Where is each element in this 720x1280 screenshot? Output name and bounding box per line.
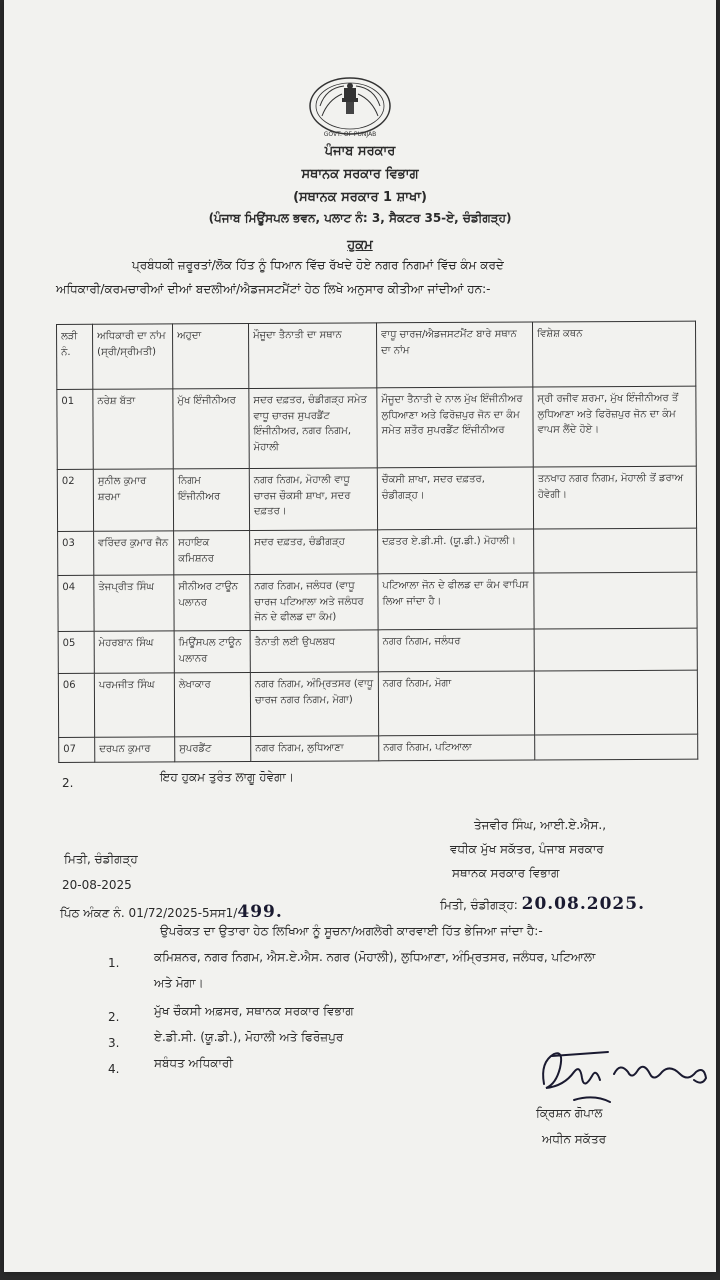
endorsement-handwritten-date: 20.08.2025. [521, 894, 645, 914]
cell-serial: 01 [57, 389, 93, 469]
table-row [58, 528, 697, 575]
cell-additional-charge: ਨਗਰ ਨਿਗਮ, ਪਟਿਆਲਾ [379, 735, 535, 760]
table-row [58, 670, 697, 737]
header-serial: ਲੜੀ ਨੰ. [57, 324, 93, 389]
state-emblem-icon [306, 76, 394, 140]
handwritten-signature [534, 1044, 714, 1114]
cell-serial: 07 [59, 737, 95, 762]
cell-remarks [534, 528, 697, 573]
cell-current-posting: ਸਦਰ ਦਫ਼ਤਰ, ਚੰਡੀਗੜ੍ਹ [250, 530, 378, 575]
point-2-text: ਇਹ ਹੁਕਮ ਤੁਰੰਤ ਲਾਗੂ ਹੋਵੇਗਾ। [160, 770, 294, 784]
cell-current-posting: ਤੈਨਾਤੀ ਲਈ ਉਪਲਬਧ [250, 630, 378, 673]
header-officer-name: ਅਧਿਕਾਰੀ ਦਾ ਨਾਂਮ (ਸ੍ਰੀ/ਸ੍ਰੀਮਤੀ) [93, 324, 173, 389]
cell-remarks: ਸ੍ਰੀ ਰਜੀਵ ਸ਼ਰਮਾ, ਮੁੱਖ ਇੰਜੀਨੀਅਰ ਤੋਂ ਲੁਧਿਆਣਾ ਅਤੇ ਫਿਰੋਜ਼ਪੁਰ ਜੋਨ ਦਾ ਕੰਮ ਵਾਪਸ ਲੈਂਦੇ ਹੋਏ। [533, 386, 696, 467]
cell-designation: ਸਹਾਇਕ ਕਮਿਸ਼ਨਰ [174, 530, 250, 574]
cell-officer-name: ਸੁਨੀਲ ਕੁਮਾਰ ਸ਼ਰਮਾ [93, 469, 173, 531]
table-row [57, 466, 696, 531]
cell-additional-charge: ਚੌਕਸੀ ਸ਼ਾਖਾ, ਸਦਰ ਦਫ਼ਤਰ, ਚੰਡੀਗੜ੍ਹ। [377, 467, 533, 530]
endorsement-handwritten-number: 499. [237, 902, 283, 922]
cell-remarks [534, 670, 697, 735]
cell-designation: ਲੇਖਾਕਾਰ [174, 672, 250, 736]
recipient-number: 4. [108, 1062, 120, 1076]
header-address: (ਪੰਜਾਬ ਮਿਊਂਸਪਲ ਭਵਨ, ਪਲਾਟ ਨੰ: 3, ਸੈਕਟਰ 35-ਏ, ਚੰਡੀਗੜ੍ਹ) [208, 211, 512, 225]
cell-remarks: ਤਨਖਾਹ ਨਗਰ ਨਿਗਮ, ਮੋਹਾਲੀ ਤੋਂ ਡਰਾਅ ਹੋਵੇਗੀ। [533, 466, 696, 529]
cell-officer-name: ਪਰਮਜੀਤ ਸਿੰਘ [94, 673, 174, 737]
table-row [58, 628, 697, 673]
cell-officer-name: ਮੇਹਰਬਾਨ ਸਿੰਘ [94, 631, 174, 673]
signatory-name: ਤੇਜਵੀਰ ਸਿੰਘ, ਆਈ.ਏ.ਐਸ., [474, 818, 607, 832]
cell-additional-charge: ਨਗਰ ਨਿਗਮ, ਜਲੰਧਰ [378, 629, 534, 672]
cell-additional-charge: ਪਟਿਆਲਾ ਜੋਨ ਦੇ ਫੀਲਡ ਦਾ ਕੰਮ ਵਾਪਿਸ ਲਿਆ ਜਾਂਦਾ ਹੈ। [378, 573, 534, 630]
table-header-row [57, 321, 696, 389]
recipient-number: 2. [108, 1010, 120, 1024]
cell-serial: 02 [57, 469, 93, 531]
place-label: ਮਿਤੀ, ਚੰਡੀਗੜ੍ਹ [64, 852, 138, 866]
cell-officer-name: ਤੇਜਪ੍ਰੀਤ ਸਿੰਘ [94, 575, 174, 631]
cell-current-posting: ਨਗਰ ਨਿਗਮ, ਲੁਧਿਆਣਾ [251, 736, 379, 761]
header-department: ਸਥਾਨਕ ਸਰਕਾਰ ਵਿਭਾਗ [301, 167, 419, 182]
recipient-text: ਏ.ਡੀ.ਸੀ. (ਯੂ.ਡੀ.), ਮੋਹਾਲੀ ਅਤੇ ਫਿਰੋਜ਼ਪੁਰ [154, 1030, 344, 1044]
transfer-table [56, 321, 698, 763]
document-page [4, 0, 716, 1272]
cell-designation: ਨਿਗਮ ਇੰਜੀਨੀਅਰ [173, 468, 249, 530]
undersecretary-designation: ਅਧੀਨ ਸਕੱਤਰ [542, 1132, 607, 1146]
point-2-number: 2. [62, 776, 74, 790]
cell-designation: ਸੀਨੀਅਰ ਟਾਊਨ ਪਲਾਨਰ [174, 574, 250, 630]
endorsement-number-line [60, 902, 283, 922]
intro-line-1: ਪ੍ਰਬੰਧਕੀ ਜ਼ਰੂਰਤਾਂ/ਲੋਕ ਹਿੱਤ ਨੂੰ ਧਿਆਨ ਵਿੱਚ ਰੱਖਦੇ ਹੋਏ ਨਗਰ ਨਿਗਮਾਂ ਵਿੱਚ ਕੰਮ ਕਰਦੇ [132, 258, 504, 272]
recipient-text: ਮੁੱਖ ਚੌਕਸੀ ਅਫ਼ਸਰ, ਸਥਾਨਕ ਸਰਕਾਰ ਵਿਭਾਗ [154, 1004, 354, 1018]
cell-additional-charge: ਨਗਰ ਨਿਗਮ, ਮੋਗਾ [378, 671, 534, 736]
cell-current-posting: ਨਗਰ ਨਿਗਮ, ਜਲੰਧਰ (ਵਾਧੂ ਚਾਰਜ ਪਟਿਆਲਾ ਅਤੇ ਜਲੰਧਰ ਜੋਨ ਦੇ ਫੀਲਡ ਦਾ ਕੰਮ) [250, 574, 378, 631]
cell-current-posting: ਨਗਰ ਨਿਗਮ, ਅੰਮ੍ਰਿਤਸਰ (ਵਾਧੂ ਚਾਰਜ ਨਗਰ ਨਿਗਮ, ਮੋਗਾ) [250, 672, 378, 737]
cell-designation: ਸੁਪਰਡੈਂਟ [175, 736, 251, 761]
header-remarks: ਵਿਸ਼ੇਸ਼ ਕਥਨ [532, 321, 695, 387]
undersecretary-name: ਕ੍ਰਿਸ਼ਨ ਗੋਪਾਲ [536, 1106, 603, 1120]
cell-remarks [534, 572, 697, 629]
cell-additional-charge: ਮੌਜੂਦਾ ਤੈਨਾਤੀ ਦੇ ਨਾਲ ਮੁੱਖ ਇੰਜੀਨੀਅਰ ਲੁਧਿਆਣਾ ਅਤੇ ਫਿਰੋਜ਼ਪੁਰ ਜੋਨ ਦਾ ਕੰਮ ਸਮੇਤ ਸ਼ਤੌਰ ਸੁਪਰਡੈਂਟ ਇੰਜੀਨੀਅਰ [377, 387, 533, 468]
recipient-text: ਸਬੰਧਤ ਅਧਿਕਾਰੀ [154, 1056, 233, 1070]
cell-officer-name: ਵਰਿੰਦਰ ਕੁਮਾਰ ਜੈਨ [94, 531, 174, 575]
cell-serial: 03 [58, 531, 94, 575]
signatory-department: ਸਥਾਨਕ ਸਰਕਾਰ ਵਿਭਾਗ [452, 866, 560, 880]
recipient-text: ਕਮਿਸ਼ਨਰ, ਨਗਰ ਨਿਗਮ, ਐਸ.ਏ.ਐਸ. ਨਗਰ (ਮੋਹਾਲੀ), ਲੁਧਿਆਣਾ, ਅੰਮ੍ਰਿਤਸਰ, ਜਲੰਧਰ, ਪਟਿਆਲਾ [154, 950, 596, 964]
header-order-title: ਹੁਕਮ [347, 238, 373, 253]
recipient-text-continued: ਅਤੇ ਮੋਗਾ। [154, 976, 204, 990]
recipient-number: 3. [108, 1036, 120, 1050]
signatory-designation: ਵਧੀਕ ਮੁੱਖ ਸਕੱਤਰ, ਪੰਜਾਬ ਸਰਕਾਰ [450, 842, 604, 856]
cell-serial: 06 [58, 673, 94, 737]
order-date: 20-08-2025 [62, 878, 132, 892]
table-row [59, 734, 698, 762]
cell-designation: ਮੁੱਖ ਇੰਜੀਨੀਅਰ [173, 388, 249, 468]
cell-officer-name: ਨਰੇਸ਼ ਬੱਤਾ [93, 389, 173, 469]
intro-line-2: ਅਧਿਕਾਰੀ/ਕਰਮਚਾਰੀਆਂ ਦੀਆਂ ਬਦਲੀਆਂ/ਐਡਜਸਟਮੈਂਟਾਂ ਹੇਠ ਲਿਖੇ ਅਨੁਸਾਰ ਕੀਤੀਆ ਜਾਂਦੀਆਂ ਹਨ:- [56, 282, 491, 296]
cell-serial: 04 [58, 575, 94, 631]
header-government: ਪੰਜਾਬ ਸਰਕਾਰ [324, 144, 396, 159]
table-row [58, 572, 697, 631]
cell-designation: ਮਿਊਂਸਪਲ ਟਾਊਨ ਪਲਾਨਰ [174, 630, 250, 672]
svg-text:GOVT. OF PUNJAB: GOVT. OF PUNJAB [323, 131, 377, 138]
endorsement-intro: ਉਪਰੋਕਤ ਦਾ ਉਤਾਰਾ ਹੇਠ ਲਿਖਿਆ ਨੂੰ ਸੂਚਨਾ/ਅਗਲੇਰੀ ਕਾਰਵਾਈ ਹਿੱਤ ਭੇਜਿਆ ਜਾਂਦਾ ਹੈ:- [160, 924, 543, 938]
header-branch: (ਸਥਾਨਕ ਸਰਕਾਰ 1 ਸ਼ਾਖਾ) [293, 190, 427, 205]
cell-current-posting: ਨਗਰ ਨਿਗਮ, ਮੋਹਾਲੀ ਵਾਧੂ ਚਾਰਜ ਚੌਕਸੀ ਸ਼ਾਖਾ, ਸਦਰ ਦਫ਼ਤਰ। [249, 468, 377, 531]
cell-additional-charge: ਦਫ਼ਤਰ ਏ.ਡੀ.ਸੀ. (ਯੂ.ਡੀ.) ਮੋਹਾਲੀ। [378, 529, 534, 574]
header-current-posting: ਮੌਜੂਦਾ ਤੈਨਾਤੀ ਦਾ ਸਥਾਨ [248, 323, 376, 389]
cell-serial: 05 [58, 631, 94, 673]
cell-remarks [535, 734, 698, 759]
endorsement-date-line [440, 894, 645, 914]
cell-officer-name: ਦਰਪਨ ਕੁਮਾਰ [95, 737, 175, 762]
header-additional-charge: ਵਾਧੂ ਚਾਰਜ/ਐਡਜਸਟਮੈਂਟ ਬਾਰੇ ਸਥਾਨ ਦਾ ਨਾਂਮ [376, 322, 532, 388]
endorsement-date-label: ਮਿਤੀ, ਚੰਡੀਗੜ੍ਹ: [440, 898, 518, 912]
cell-remarks [534, 628, 697, 671]
table-row [57, 386, 696, 469]
cell-current-posting: ਸਦਰ ਦਫ਼ਤਰ, ਚੰਡੀਗੜ੍ਹ ਸਮੇਤ ਵਾਧੂ ਚਾਰਜ ਸੁਪਰਡੈਂਟ ਇੰਜੀਨੀਅਰ, ਨਗਰ ਨਿਗਮ, ਮੋਹਾਲੀ [249, 388, 377, 469]
header-designation: ਅਹੁਦਾ [173, 323, 249, 388]
endorsement-prefix: ਪਿੱਠ ਅੰਕਣ ਨੰ. 01/72/2025-5ਸਸ1/ [60, 906, 238, 920]
recipient-number: 1. [108, 956, 120, 970]
